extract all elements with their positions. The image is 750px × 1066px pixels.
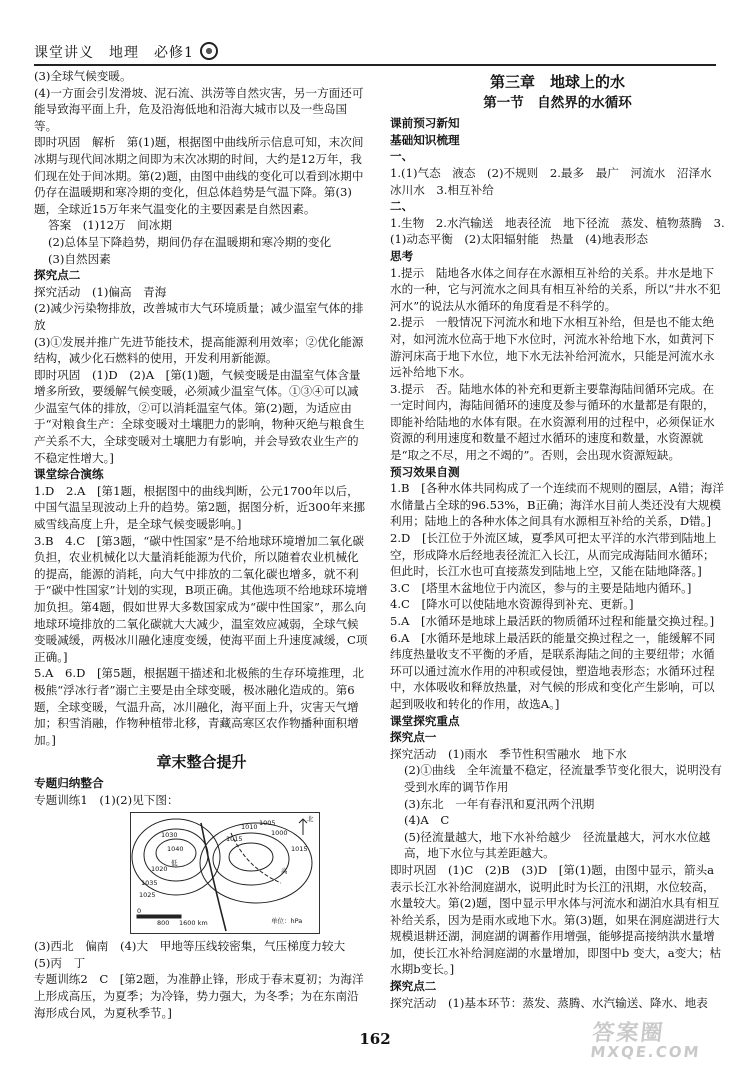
right-paragraph: 预习效果自测 <box>390 464 460 479</box>
right-paragraph: 1.B [各种水体共同构成了一个连续而不规则的圈层，A错；海洋水储量占全球的96.53%，B正确；海洋水目前人类还没有大规模利用；陆地上的各种水体之间具有水源相互补给的关系，D错。] <box>390 481 724 529</box>
map-label: 1015 <box>226 835 243 844</box>
map-label: 北 <box>307 815 314 824</box>
right-paragraph: 探究活动 (1)基本环节：蒸发、蒸腾、水汽输送、降水、地表 <box>390 995 708 1010</box>
right-paragraph: (3)东北 一年有春汛和夏汛两个汛期 <box>404 796 595 811</box>
isobar-map-drawing <box>131 813 319 933</box>
right-paragraph: 探究点一 <box>390 730 437 745</box>
left-paragraph: 探究点二 <box>34 268 81 283</box>
left-paragraph: (2)减少污染物排放，改善城市大气环境质量；减少温室气体的排放 <box>34 301 364 332</box>
right-paragraph: 1.(1)气态 液态 (2)不规则 2.最多 最广 河流水 沼泽水 冰川水 3.相互补给 <box>390 165 724 197</box>
map-label: 1025 <box>139 891 156 900</box>
right-paragraph: 一、 <box>390 149 414 164</box>
map-label: 1015 <box>291 845 308 854</box>
left2-paragraph: 专题训练1 (1)(2)见下图： <box>34 792 179 807</box>
map-label: 0 <box>137 907 142 916</box>
right-paragraph: 3.提示 否。陆地水体的补充和更新主要靠海陆间循环完成。在一定时间内，海陆间循环的速度及参与循环的水量都是有限的，即能补给陆地的水体有限。在水资源利用的过程中，必须保证水资源的利用速度和数量不超过水循环的速度和数量，水资源就是“取之不尽，用之不竭的”。否则，会出现水资源短缺。 <box>390 381 715 463</box>
map-label: 1030 <box>161 831 178 840</box>
left-paragraph: 探究活动 (1)偏高 青海 <box>34 284 167 299</box>
map-label: 1005 <box>259 819 276 828</box>
right-column <box>390 68 725 1011</box>
left3-paragraph: 专题训练2 C [第2题，为准静止锋，形成于春末夏初；为海洋上形成高压，为夏季；为冷锋，势力强大，为冬季；为在东南沿海形成台风，为夏秋季节。] <box>34 972 364 1020</box>
watermark-logo: 答案圈 MXQE.COM <box>589 1021 702 1061</box>
map-label: 低 <box>171 859 178 868</box>
right-paragraph: 4.C [降水可以使陆地水资源得到补充、更新。] <box>390 597 634 612</box>
map-label: 1040 <box>167 845 184 854</box>
right-paragraph: 思考 <box>390 248 414 263</box>
page-number: 162 <box>359 1030 391 1048</box>
right-paragraph: 课前预习新知 <box>390 116 460 131</box>
map-label: 高 <box>281 867 288 876</box>
left-paragraph: 课堂综合演练 <box>34 467 104 482</box>
left2-paragraph: 专题归纳整合 <box>34 775 104 790</box>
left-paragraph: 即时巩固 解析 第(1)题，根据图中曲线所示信息可知，末次间冰期与现代间冰期之间即为末次冰期的时间，大约是12万年，我们现在处于间冰期。第(2)题，由图中曲线的变化可以看到冰期中仍存在温暖期和寒冷期的变化，但总体趋势是气温下降。第(3)题，全球近15万年来气温变化的主要因素是自然因素。 <box>34 135 364 216</box>
left-paragraph: 即时巩固 (1)D (2)A [第(1)题，气候变暖是由温室气体含量增多所致，要缓解气候变暖，必须减少温室气体。①③④可以减少温室气体的排放，②可以消耗温室气体。第(2)题，为适应由于“对粮食生产：全球变暖对土壤肥力的影响，物种灭绝与粮食生产关系不大，全球变暖对土壤肥力有影响，并会导致农业生产的不稳定性增大。] <box>34 367 365 465</box>
left-paragraph: (2)总体呈下降趋势，期间仍存在温暖期和寒冷期的变化 <box>48 234 332 249</box>
map-label: 单位：hPa <box>271 917 303 926</box>
left-paragraph: (3)全球气候变暖。 <box>34 69 132 83</box>
right-paragraph: 2.提示 一般情况下河流水和地下水相互补给，但是也不能太绝对，如河流水位高于地下水位时，河流水补给地下水，如黄河下游河床高于地下水位，地下水无法补给河流水，只能是河流水永远补给地下水。 <box>390 315 715 380</box>
right-paragraph: 2.D [长江位于外流区域，夏季风可把太平洋的水汽带到陆地上空，形成降水后经地表径流汇入长江，从而完成海陆间水循环；但此时，长江水也可直接蒸发到陆地上空，又能在陆地降落。] <box>390 531 717 579</box>
chapter-summary-title: 章末整合提升 <box>156 753 247 772</box>
left-paragraph: (4)一方面会引发滑坡、泥石流、洪涝等自然灾害，另一方面还可能导致海平面上升，危及沿海低地和沿海大城市以及一些岛国等。 <box>34 85 364 133</box>
chapter-title: 第三章 地球上的水 <box>489 73 625 91</box>
right-paragraph: 课堂探究重点 <box>390 713 460 728</box>
publisher-logo-icon <box>200 42 218 60</box>
map-label: 1000 <box>271 829 288 838</box>
left-paragraph: 1.D 2.A [第1题，根据图中的曲线判断，公元1700年以后，中国气温呈现波动上升的趋势。第2题，据图分析，近300年来挪威雪线高度上升，是全球气候变暖影响。] <box>34 483 365 532</box>
left-paragraph: 答案 (1)12万 间冰期 <box>48 218 172 233</box>
right-paragraph: 1.提示 陆地各水体之间存在水源相互补给的关系。井水是地下水的一种，它与河流水之间具有相互补给的关系，所以“井水不犯河水”的说法从水循环的角度看是不科学的。 <box>390 265 721 313</box>
right-paragraph: 探究活动 (1)雨水 季节性积雪融水 地下水 <box>390 746 627 761</box>
left-paragraph: 3.B 4.C [第3题，“碳中性国家”是不给地球环境增加二氧化碳负担，农业机械化以大量消耗能源为代价，所以随着农业机械化的提高，能源的消耗，向大气中排放的二氧化碳也增多，就不利于“碳中性国家”计划的实现，B项正确。其他选项不给地球环境增加负担。第4题，假如世界大多数国家成为“碳中性国家”，那么向地球环境排放的二氧化碳就大大减少，温室效应减弱，全球气候变暖减缓，两极冰川融化速度变缓，使海平面上升速度减缓，C项正确。] <box>34 533 368 664</box>
header-rule <box>34 64 716 66</box>
right-paragraph: (4)A C <box>404 813 450 828</box>
right-paragraph: 6.A [水循环是地球上最活跃的能量交换过程之一，能缓解不同纬度热量收支不平衡的矛盾，是联系海陆之间的主要纽带；水循环可以通过流水作用的冲积或侵蚀，塑造地表形态；水循环过程中，水体吸收和释放热量，对气候的形成和变化产生影响，可以起到吸收和转化的作用，故选A。] <box>390 630 716 711</box>
running-header: 课堂讲义 地理 必修1 <box>34 42 218 62</box>
section-title: 第一节 自然界的水循环 <box>483 94 632 111</box>
right-paragraph: 二、 <box>390 199 414 214</box>
left-column <box>34 68 369 1021</box>
right-paragraph: 基础知识梳理 <box>390 132 460 147</box>
left-paragraph: 5.A 6.D [第5题，根据题干描述和北极熊的生存环境推理，北极熊“浮冰行者”溺亡主要是由全球变暖，极冰融化造成的。第6题，全球变暖，气温升高，冰川融化，海平面上升，灾害天气增加；积雪消融，作物种植带北移，青藏高寒区农作物播种面积增加。] <box>34 666 364 747</box>
isobar-map <box>130 812 320 934</box>
map-label: 1020 <box>151 865 168 874</box>
map-label: 800 <box>157 919 170 928</box>
right-paragraph: 即时巩固 (1)C (2)B (3)D [第(1)题，由图中显示，箭头a表示长江水补给洞庭湖水，说明此时为长江的汛期，水位较高，水量较大。第(2)题，图中显示甲水体与河流水和湖泊水具有相互补给关系，因为是雨水或地下水。第(3)题，如果在洞庭湖进行大规模退耕还湖，洞庭湖的调蓄作用增强，能够提高接纳洪水量增加，使长江水补给洞庭湖的水量增加，即图中b 变大，a变大；枯水期b变长。] <box>390 862 722 977</box>
right-paragraph: 1.生物 2.水汽输送 地表径流 地下径流 蒸发、植物蒸腾 3.(1)动态平衡 (2)太阳辐射能 热量 (4)地表形态 <box>390 215 725 247</box>
left3-paragraph: (3)西北 偏南 (4)大 甲地等压线较密集，气压梯度力较大 (5)丙 丁 <box>34 939 357 970</box>
left-paragraph: (3)自然因素 <box>48 251 111 266</box>
map-label: 1035 <box>141 879 158 888</box>
map-label: 1010 <box>241 823 258 832</box>
right-paragraph: 3.C [塔里木盆地位于内流区，参与的主要是陆地内循环。] <box>390 580 692 595</box>
map-label: 1600 km <box>179 919 208 928</box>
right-paragraph: (2)①曲线 全年流量不稳定，径流量季节变化很大，说明没有受到水库的调节作用 <box>404 763 722 794</box>
left-paragraph: (3)①发展并推广先进节能技术，提高能源利用效率；②优化能源结构，减少化石燃料的使用，开发利用新能源。 <box>34 334 364 366</box>
right-paragraph: (5)径流量越大，地下水补给越少 径流量越大，河水水位越高，地下水位与其差距越大。 <box>404 829 711 861</box>
right-paragraph: 5.A [水循环是地球上最活跃的物质循环过程和能量交换过程。] <box>390 614 715 628</box>
right-paragraph: 探究点二 <box>390 979 437 994</box>
